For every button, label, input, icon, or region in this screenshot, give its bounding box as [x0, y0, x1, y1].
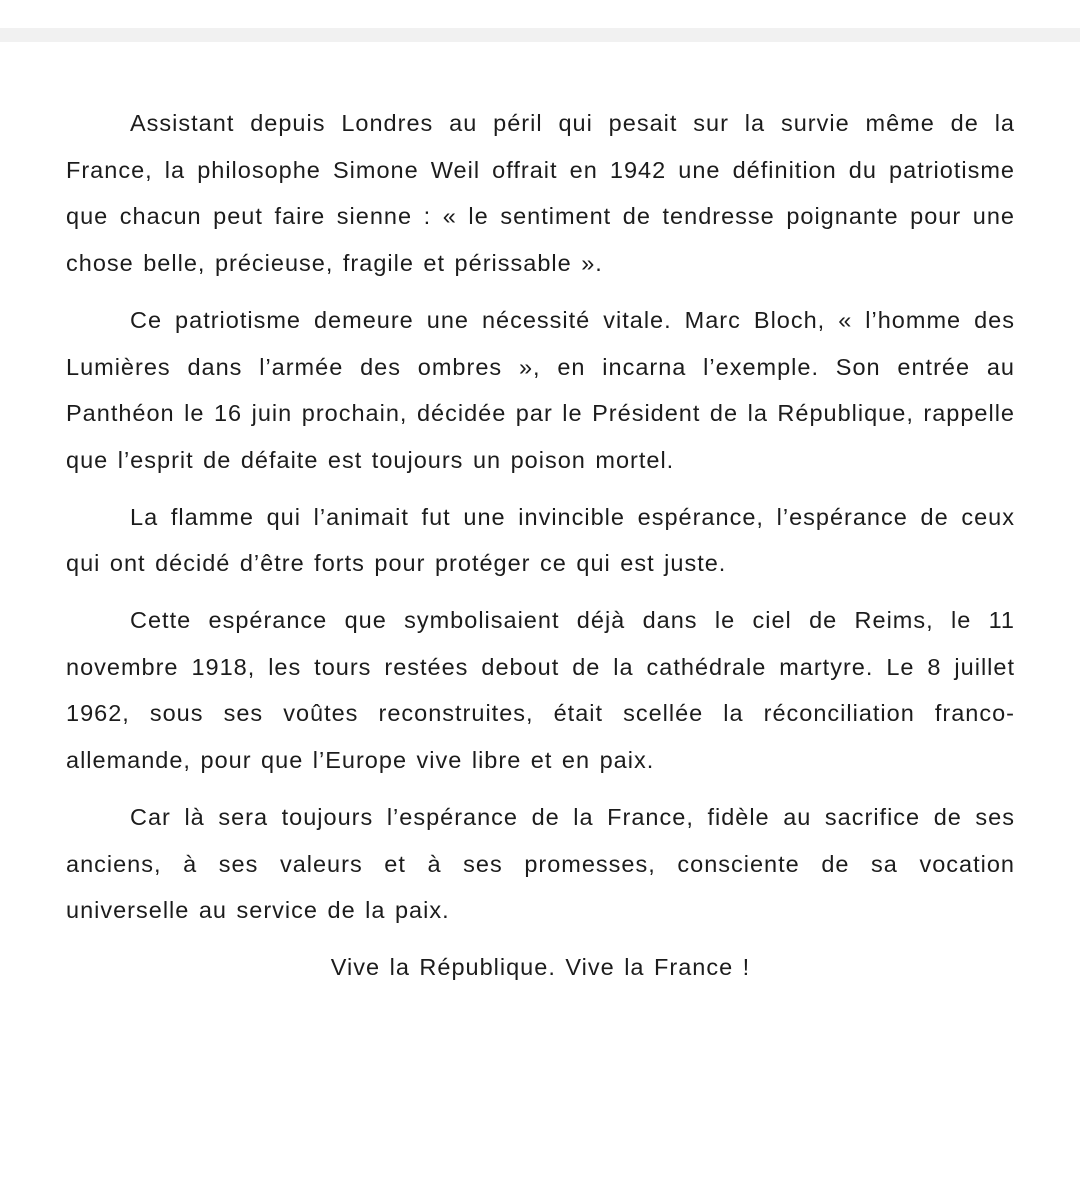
paragraph-5: Car là sera toujours l’espérance de la France, fidèle au sacrifice de ses anciens, à ses valeurs et à ses promesses, consciente de sa vocation universelle au service de la paix. [66, 803, 1015, 924]
top-divider-bar [0, 28, 1080, 42]
document-body [66, 100, 1015, 991]
paragraph-4: Cette espérance que symbolisaient déjà dans le ciel de Reims, le 11 novembre 1918, les tours restées debout de la cathédrale martyre. Le 8 juillet 1962, sous ses voûtes reconstruites, était scellée la réconciliation franco-allemande, pour que l’Europe vive libre et en paix. [66, 607, 1015, 774]
closing-line: Vive la République. Vive la France ! [330, 953, 751, 980]
paragraph-2: Ce patriotisme demeure une nécessité vitale. Marc Bloch, « l’homme des Lumières dans l’armée des ombres », en incarna l’exemple. Son entrée au Panthéon le 16 juin prochain, décidée par le Président de la République, rappelle que l’esprit de défaite est toujours un poison mortel. [66, 306, 1015, 473]
paragraph-1: Assistant depuis Londres au péril qui pesait sur la survie même de la France, la philosophe Simone Weil offrait en 1942 une définition du patriotisme que chacun peut faire sienne : « le sentiment de tendresse poignante pour une chose belle, précieuse, fragile et périssable ». [66, 110, 1015, 277]
paragraph-3: La flamme qui l’animait fut une invincible espérance, l’espérance de ceux qui ont décidé d’être forts pour protéger ce qui est juste. [66, 503, 1015, 577]
